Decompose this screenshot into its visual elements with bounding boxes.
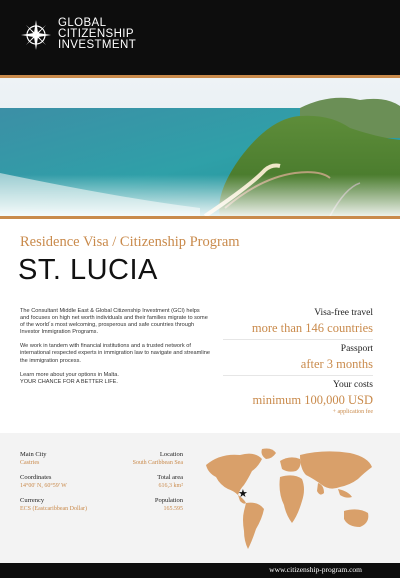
location-value: South Caribbean Sea (132, 460, 183, 466)
main-city-label: Main City (20, 451, 47, 458)
total-area-label: Total area (157, 474, 183, 481)
hero-image (0, 78, 400, 216)
website-link[interactable]: www.citizenship-program.com (269, 565, 362, 574)
page-header (0, 0, 400, 77)
costs-label: Your costs (333, 380, 373, 390)
intro-paragraph-3-line-1: Learn more about your options in Malta. (20, 371, 119, 378)
costs-note: + application fee (332, 409, 373, 415)
population-label: Population (154, 497, 183, 504)
visa-free-label: Visa-free travel (314, 308, 373, 318)
country-facts-panel (0, 433, 400, 563)
logo-line-3: INVESTMENT (58, 39, 137, 51)
logo-line-1: GLOBAL (58, 17, 107, 29)
intro-paragraph-3-line-2: YOUR CHANCE FOR A BETTER LIFE. (20, 378, 118, 385)
country-title: ST. LUCIA (18, 254, 158, 286)
costs-value: minimum 100,000 USD (252, 393, 373, 407)
stat-divider (223, 375, 373, 376)
visa-free-value: more than 146 countries (251, 321, 373, 335)
coordinates-label: Coordinates (20, 474, 52, 481)
page-footer (0, 563, 400, 578)
key-stats (223, 308, 373, 415)
stat-divider (223, 339, 373, 340)
location-label: Location (159, 451, 183, 458)
total-area-value: 616,3 km² (158, 483, 183, 489)
country-facts (20, 451, 183, 520)
compass-rose-icon (20, 19, 52, 51)
main-city-value: Castries (20, 460, 40, 466)
population-value: 165.595 (163, 506, 183, 512)
currency-label: Currency (20, 497, 45, 504)
intro-text (20, 308, 210, 386)
intro-paragraph-1: The Consultant Middle East & Global Citizenship Investment (GCI) helps and focuses on high net worth individuals and their families migrate to some of the world´s most welcoming, prosperous and safe countries through Investor Immigration Programs. (20, 308, 208, 336)
location-star-icon: ★ (238, 487, 248, 500)
world-map (200, 445, 380, 553)
hero-accent-rule (0, 216, 400, 219)
company-logo (20, 18, 136, 51)
currency-value: ECS (Eastcaribbean Dollar) (20, 506, 87, 512)
passport-value: after 3 months (300, 357, 373, 371)
intro-paragraph-2: We work in tandem with financial institutions and a trusted network of international respected experts in immigration law to navigate and streamline the immigration process. (20, 343, 210, 364)
program-title: Residence Visa / Citizenship Program (20, 234, 240, 250)
coordinates-value: 14°00' N, 60°59' W (20, 483, 67, 489)
logo-line-2: CITIZENSHIP (58, 28, 134, 40)
passport-label: Passport (340, 344, 373, 354)
